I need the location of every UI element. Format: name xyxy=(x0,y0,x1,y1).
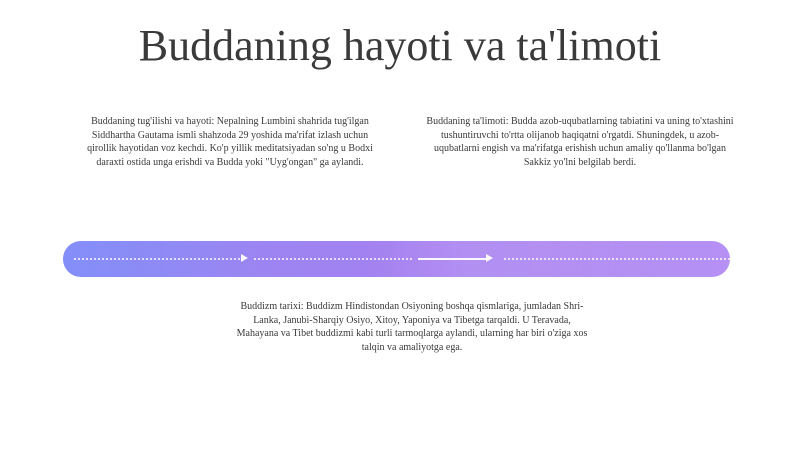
timeline-solid-line xyxy=(418,258,488,260)
timeline-dotted-line xyxy=(73,258,243,260)
text-block-history: Buddizm tarixi: Buddizm Hindistondan Osiyoning boshqa qismlariga, jumladan Shri-Lanka, Janubi-Sharqiy Osiyo, Xitoy, Yaponiya va Tibetga tarqaldi. U Teravada, Mahayana va Tibet buddizmi kabi turli tarmoqlarga aylandi, ularning har biri o'ziga xos talqin va amaliyotga ega. xyxy=(236,301,588,353)
timeline-arrow-icon xyxy=(486,254,493,262)
timeline-dotted-line xyxy=(253,258,413,260)
text-block-teachings: Buddaning ta'limoti: Budda azob-uqubatlarning tabiatini va uning to'xtashini tushuntiruvchi to'rtta olijanob haqiqatni o'rgatdi. Shuningdek, u azob-uqubatlarni engish va ma'rifatga erishish uchun amaliy qo'llanma bo'lgan Sakkiz yo'lni belgilab berdi. xyxy=(426,116,734,168)
timeline-bar xyxy=(63,241,730,277)
timeline-dotted-line xyxy=(503,258,730,260)
text-block-life: Buddaning tug'ilishi va hayoti: Nepalning Lumbini shahrida tug'ilgan Siddhartha Gautama ismli shahzoda 29 yoshida ma'rifat izlash uchun qirollik hayotidan voz kechdi. Ko'p yillik meditatsiyadan so'ng u Bodxi daraxti ostida unga erishdi va Budda yoki "Uyg'ongan" ga aylandi. xyxy=(87,116,373,168)
timeline-arrow-icon xyxy=(241,254,248,262)
slide-title: Buddaning hayoti va ta'limoti xyxy=(138,21,662,70)
